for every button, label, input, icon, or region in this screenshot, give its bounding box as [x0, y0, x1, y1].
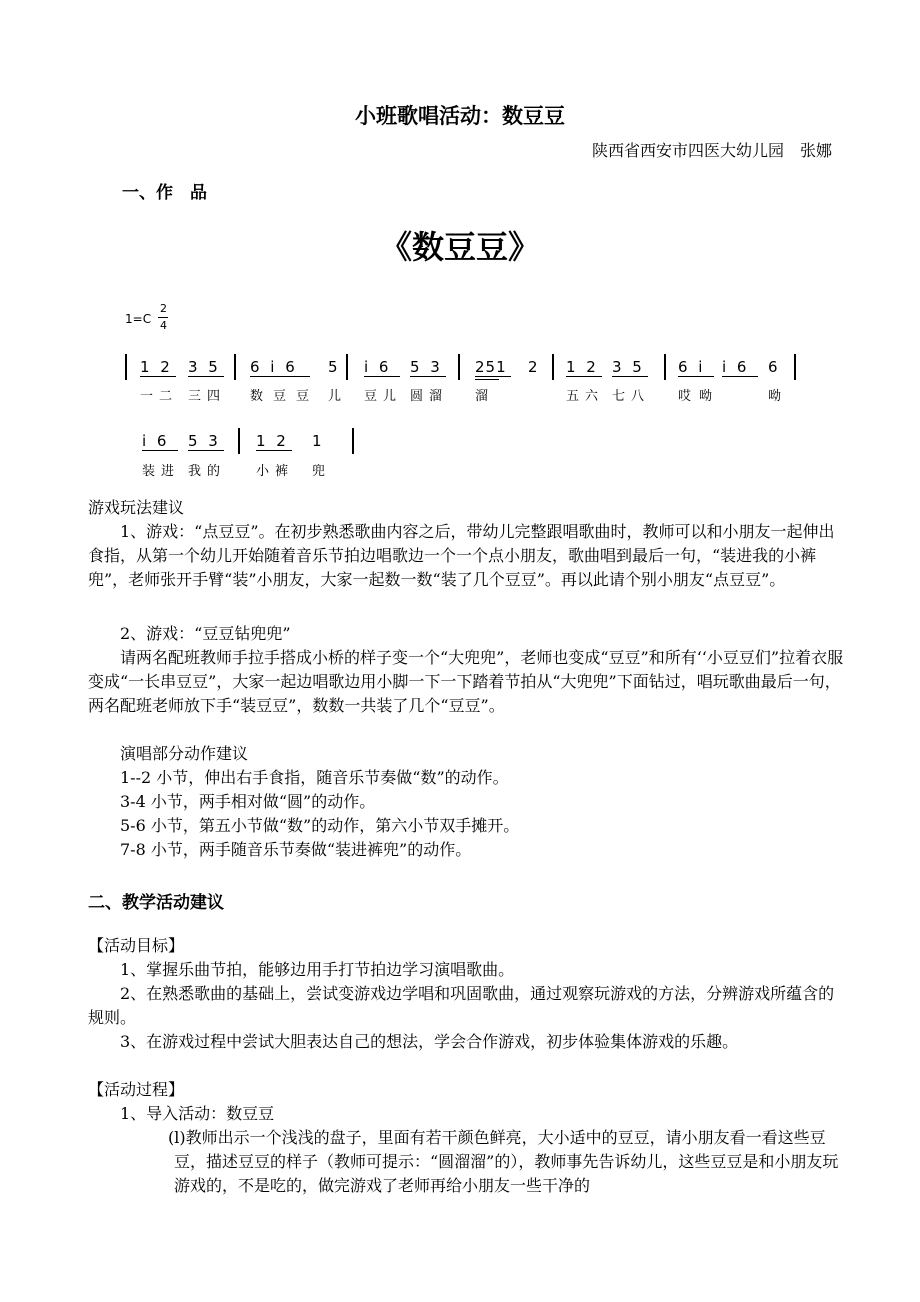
note-group: 3 5 — [612, 358, 642, 376]
bar-line — [552, 354, 554, 380]
bar-line — [794, 354, 796, 380]
note-group: i 6 — [364, 358, 389, 376]
note: 5 — [328, 358, 338, 376]
author-line: 陕西省西安市四医大幼儿园 张娜 — [591, 141, 832, 160]
note-group: 6 i 6 — [250, 358, 295, 376]
note: 2 — [528, 358, 538, 376]
note-group: i 6 — [722, 358, 747, 376]
lyric: 七八 — [612, 389, 651, 404]
note-group: 251 — [475, 358, 507, 376]
lyric: 小裤 — [256, 464, 295, 479]
game-heading: 游戏玩法建议 — [88, 498, 185, 517]
rhythm-beam — [566, 376, 602, 377]
rhythm-beam — [475, 379, 499, 380]
note-group: 6 i — [678, 358, 703, 376]
bar-line — [664, 354, 666, 380]
process-substep: (l)教师出示一个浅浅的盘子，里面有若干颜色鲜亮，大小适中的豆豆，请小朋友看一看这些豆豆，描述豆豆的样子（教师可提示：“圆溜溜”的），教师事先告诉幼儿，这些豆豆是和小朋友玩游戏的，不是吃的，做完游戏了老师再给小朋友一些干净的 — [168, 1128, 839, 1195]
rhythm-beam — [140, 376, 176, 377]
rhythm-beam — [250, 376, 310, 377]
page-title: 小班歌唱活动：数豆豆 — [355, 103, 565, 128]
rhythm-beam — [612, 376, 648, 377]
lyric: 兜 — [312, 464, 326, 479]
bar-line — [352, 428, 354, 454]
note-group: 1 2 — [566, 358, 596, 376]
note-group: 5 3 — [188, 432, 218, 450]
bar-line — [346, 354, 348, 380]
section-heading-1: 一、作 品 — [122, 183, 207, 203]
lyric: 三四 — [188, 389, 227, 404]
key-signature: 1=C — [125, 312, 152, 326]
goal-item: 2、在熟悉歌曲的基础上，尝试变游戏边学唱和巩固歌曲，通过观察玩游戏的方法，分辨游戏所蕴含的规则。 — [88, 984, 835, 1027]
bar-line — [238, 428, 240, 454]
bar-line — [125, 354, 127, 380]
action-item: 3-4 小节，两手相对做“圆”的动作。 — [120, 792, 376, 811]
rhythm-beam — [188, 450, 224, 451]
section-heading-2: 二、教学活动建议 — [88, 893, 224, 913]
rhythm-beam — [142, 450, 178, 451]
goal-item: 1、掌握乐曲节拍，能够边用手打节拍边学习演唱歌曲。 — [120, 960, 515, 979]
lyric: 装进 — [142, 464, 181, 479]
action-item: 5-6 小节，第五小节做“数”的动作，第六小节双手摊开。 — [120, 816, 520, 835]
rhythm-beam — [722, 376, 758, 377]
action-item: 1--2 小节，伸出右手食指，随音乐节奏做“数”的动作。 — [120, 768, 509, 787]
lyric: 溜 — [475, 389, 489, 404]
lyric: 我的 — [188, 464, 227, 479]
game-paragraph-3: 请两名配班教师手拉手搭成小桥的样子变一个“大兜兜”，老师也变成“豆豆”和所有‘‘小豆豆们”拉着衣服变成“一长串豆豆”，大家一起边唱歌边用小脚一下一下踏着节拍从“大兜兜”下面钻过，唱玩歌曲最后一句，两名配班老师放下手“装豆豆”，数数一共装了几个“豆豆”。 — [88, 648, 844, 715]
lyric: 圆溜 — [410, 389, 449, 404]
bar-line — [458, 354, 460, 380]
goal-item: 3、在游戏过程中尝试大胆表达自己的想法，学会合作游戏，初步体验集体游戏的乐趣。 — [120, 1032, 739, 1051]
song-title: 《数豆豆》 — [379, 228, 540, 266]
game-paragraph-1: 1、游戏：“点豆豆”。在初步熟悉歌曲内容之后，带幼儿完整跟唱歌曲时，教师可以和小朋友一起伸出食指，从第一个幼儿开始随着音乐节拍边唱歌边一个一个点小朋友，歌曲唱到最后一句，“装进我的小裤兜”，老师张开手臂“装”小朋友，大家一起数一数“装了几个豆豆”。再以此请个别小朋友“点豆豆”。 — [88, 522, 835, 589]
note: 1 — [312, 432, 322, 450]
lyric: 一二 — [140, 389, 179, 404]
lyric: 数豆豆 — [250, 389, 320, 404]
note-group: i 6 — [142, 432, 167, 450]
rhythm-beam — [678, 376, 714, 377]
lyric: 儿 — [328, 389, 342, 404]
note-group: 1 2 — [140, 358, 170, 376]
goals-heading: 【活动目标】 — [88, 936, 185, 955]
note-group: 5 3 — [410, 358, 440, 376]
process-step: 1、导入活动：数豆豆 — [120, 1104, 275, 1123]
lyric: 豆儿 — [364, 389, 403, 404]
rhythm-beam — [410, 376, 446, 377]
process-heading: 【活动过程】 — [88, 1080, 185, 1099]
rhythm-beam — [364, 376, 400, 377]
rhythm-beam — [256, 450, 292, 451]
action-heading: 演唱部分动作建议 — [120, 744, 249, 763]
note-group: 3 5 — [188, 358, 218, 376]
time-signature-top: 2 — [160, 302, 167, 315]
action-item: 7-8 小节，两手随音乐节奏做“装进裤兜”的动作。 — [120, 840, 472, 859]
game-paragraph-2: 2、游戏：“豆豆钻兜兜” — [120, 624, 291, 643]
rhythm-beam — [188, 376, 224, 377]
lyric: 哎呦 — [678, 389, 721, 404]
lyric: 呦 — [768, 389, 782, 404]
note-group: 1 2 — [256, 432, 286, 450]
time-signature-bottom: 4 — [160, 319, 167, 332]
rhythm-beam — [475, 376, 511, 377]
bar-line — [234, 354, 236, 380]
lyric: 五六 — [566, 389, 605, 404]
time-signature-line — [158, 317, 168, 318]
note: 6 — [768, 358, 778, 376]
